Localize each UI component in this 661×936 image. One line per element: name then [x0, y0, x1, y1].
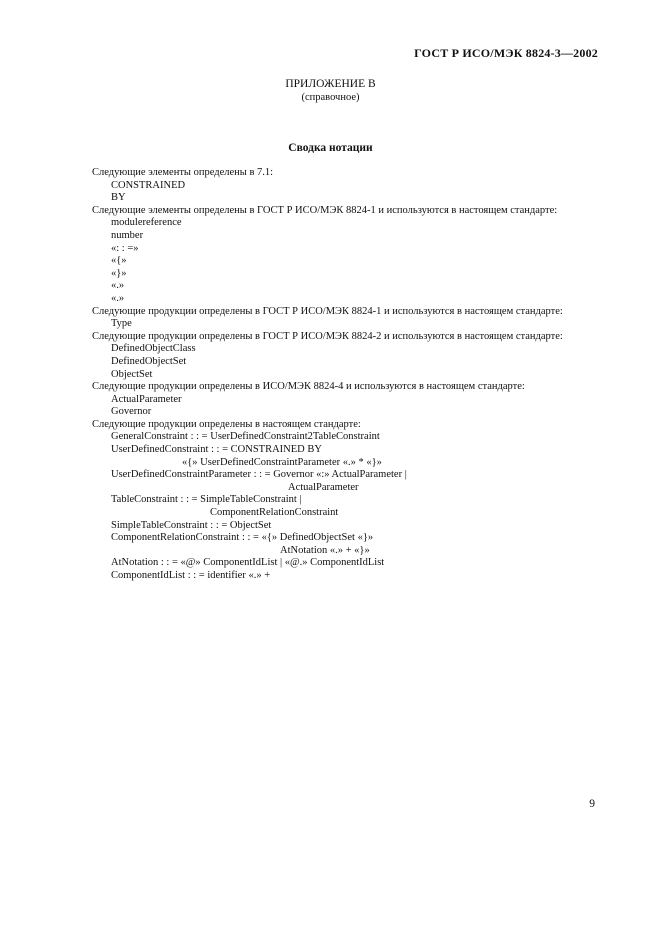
page-number: 9: [589, 798, 595, 810]
text-line: ActualParameter: [288, 481, 359, 493]
text-line: ComponentRelationConstraint: [210, 507, 339, 519]
text-line: DefinedObjectSet: [111, 355, 187, 367]
text-line: UserDefinedConstraintParameter : : = Governor «:» ActualParameter |: [111, 469, 407, 481]
text-line: ActualParameter: [111, 393, 182, 405]
text-line: AtNotation : : = «@» ComponentIdList | «@.» ComponentIdList: [111, 557, 385, 569]
text-line: AtNotation «.» + «}»: [280, 544, 370, 556]
text-line: Type: [111, 318, 132, 330]
text-line: ObjectSet: [111, 368, 153, 380]
text-line: GeneralConstraint : : = UserDefinedConstraint2TableConstraint: [111, 431, 380, 443]
text-line: «: : =»: [111, 242, 139, 254]
text-line: Следующие элементы определены в 7.1:: [92, 167, 274, 178]
text-line: ComponentRelationConstraint : : = «{» DefinedObjectSet «}»: [111, 532, 374, 544]
text-line: Следующие продукции определены в ГОСТ Р ИСО/МЭК 8824-1 и используются в настоящем стандарте:: [92, 305, 563, 317]
text-line: modulereference: [111, 217, 182, 229]
text-line: «{»: [111, 255, 127, 267]
text-line: Governor: [111, 406, 152, 418]
text-line: «{» UserDefinedConstraintParameter «.» * «}»: [182, 456, 382, 468]
text-line: Следующие продукции определены в ГОСТ Р ИСО/МЭК 8824-2 и используются в настоящем стандарте:: [92, 330, 563, 342]
text-line: CONSTRAINED: [111, 179, 186, 191]
appendix-title: ПРИЛОЖЕНИЕ В: [285, 78, 376, 90]
appendix-heading: [0, 78, 661, 104]
text-line: DefinedObjectClass: [111, 343, 196, 355]
text-line: «}»: [111, 267, 127, 279]
text-line: UserDefinedConstraint : : = CONSTRAINED BY: [111, 444, 322, 456]
text-line: SimpleTableConstraint : : = ObjectSet: [111, 519, 272, 531]
text-line: «.»: [111, 280, 125, 292]
text-line: ComponentIdList : : = identifier «.» +: [111, 570, 271, 581]
appendix-subtitle: (справочное): [301, 92, 360, 103]
text-line: Следующие продукции определены в настоящем стандарте:: [92, 418, 361, 430]
text-line: «.»: [111, 292, 125, 304]
page-header-standard-id: ГОСТ Р ИСО/МЭК 8824-3—2002: [414, 46, 598, 60]
text-line: Следующие продукции определены в ИСО/МЭК 8824-4 и используются в настоящем стандарте:: [92, 381, 525, 393]
text-line: Следующие элементы определены в ГОСТ Р ИСО/МЭК 8824-1 и используются в настоящем стандарте:: [92, 204, 558, 216]
section-title: Сводка нотации: [288, 142, 373, 154]
text-line: number: [111, 229, 144, 241]
notation-summary: [92, 167, 612, 583]
text-line: TableConstraint : : = SimpleTableConstraint |: [111, 494, 302, 506]
text-line: BY: [111, 192, 126, 204]
